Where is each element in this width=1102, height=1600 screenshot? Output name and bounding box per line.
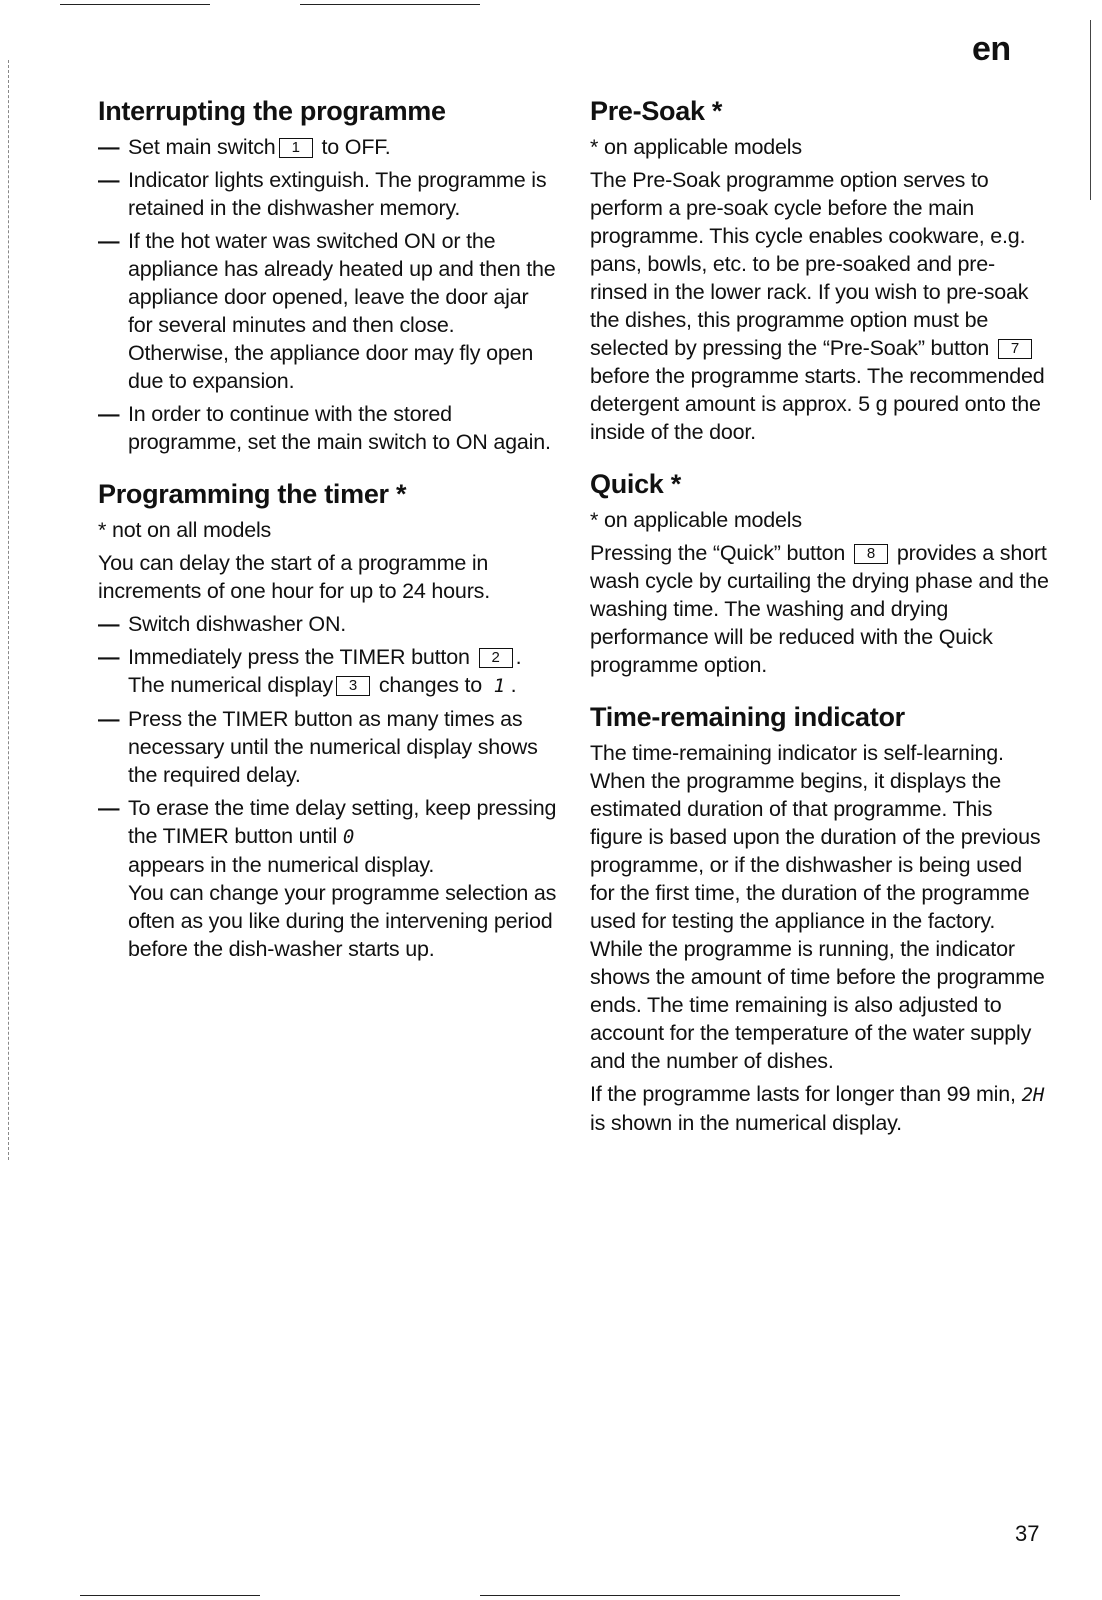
quick-section	[590, 468, 1050, 679]
time-remaining-body-2: If the programme lasts for longer than 99 min, 2H is shown in the numerical display.	[590, 1082, 1045, 1135]
presoak-key-icon: 7	[998, 339, 1032, 359]
timer-key-icon: 2	[479, 648, 513, 668]
time-remaining-body: The time-remaining indicator is self-learning. When the programme begins, it displays the estimated duration of that programme. This figure is based upon the duration of the previous programme, or if the dishwasher is being used for the first time, the duration of the programme used for testing the appliance in the factory. While the programme is running, the indicator shows the amount of time before the programme ends. The time remaining is also adjusted to account for the temperature of the water supply and the number of dishes.	[590, 741, 1045, 1073]
left-column	[98, 95, 558, 968]
display-key-icon: 3	[336, 676, 370, 696]
time-remaining-heading: Time-remaining indicator	[590, 702, 905, 732]
quick-heading: Quick *	[590, 469, 681, 499]
list-item: — Indicator lights extinguish. The programme is retained in the dishwasher memory.	[98, 166, 558, 222]
interrupting-section	[98, 95, 558, 456]
quick-body: Pressing the “Quick” button 8 provides a short wash cycle by curtailing the drying phase and the washing time. The washing and drying performance will be reduced with the Quick programme option.	[590, 541, 1049, 677]
timer-section	[98, 478, 558, 963]
top-edge-line	[60, 4, 210, 5]
list-item: — Set main switch 1 to OFF.	[98, 133, 558, 161]
timer-heading: Programming the timer *	[98, 479, 407, 509]
presoak-body: The Pre-Soak programme option serves to perform a pre-soak cycle before the main programme. This cycle enables cookware, e.g. pans, bowls, etc. to be pre-soaked and pre-rinsed in the lower rack. If you wish to pre-soak the dishes, this programme option must be selected by pressing the “Pre-Soak” button 7 before the programme starts. The recommended detergent amount is approx. 5 g poured onto the inside of the door.	[590, 168, 1045, 444]
language-tag: en	[972, 30, 1011, 68]
presoak-heading: Pre-Soak *	[590, 96, 723, 126]
display-digit: 1	[493, 675, 505, 697]
bottom-edge-line	[80, 1595, 260, 1596]
timer-note: * not on all models	[98, 518, 272, 542]
right-column	[590, 95, 1050, 1142]
time-remaining-section	[590, 701, 1050, 1137]
timer-list	[98, 610, 558, 963]
presoak-section	[590, 95, 1050, 446]
list-item: — If the hot water was switched ON or the appliance has already heated up and then the appliance door opened, leave the door ajar for several minutes and then close. Otherwise, the appliance door may fly open due to expansion.	[98, 227, 558, 395]
right-edge-mark	[1090, 20, 1091, 200]
bottom-edge-line-2	[480, 1595, 900, 1596]
left-edge-mark	[8, 60, 9, 1160]
main-switch-key-icon: 1	[279, 138, 313, 158]
list-item: — Immediately press the TIMER button 2 . The numerical display 3 changes to 1 .	[98, 643, 558, 700]
quick-key-icon: 8	[854, 544, 888, 564]
display-digit: 0	[342, 826, 355, 848]
interrupting-heading: Interrupting the programme	[98, 96, 446, 126]
list-item: — Switch dishwasher ON.	[98, 610, 558, 638]
presoak-note: * on applicable models	[590, 135, 802, 159]
list-item: — To erase the time delay setting, keep pressing the TIMER button until 0 appears in the numerical display. You can change your programme selection as often as you like during the intervening period before the dish-washer starts up.	[98, 794, 558, 963]
interrupting-list	[98, 133, 558, 456]
quick-note: * on applicable models	[590, 508, 802, 532]
list-item: — Press the TIMER button as many times as necessary until the numerical display shows the required delay.	[98, 705, 558, 789]
timer-intro: You can delay the start of a programme in increments of one hour for up to 24 hours.	[98, 551, 490, 603]
display-digit: 2H	[1021, 1084, 1045, 1106]
page-number: 37	[1015, 1521, 1040, 1546]
list-item: — In order to continue with the stored programme, set the main switch to ON again.	[98, 400, 558, 456]
top-edge-line-2	[300, 4, 480, 5]
